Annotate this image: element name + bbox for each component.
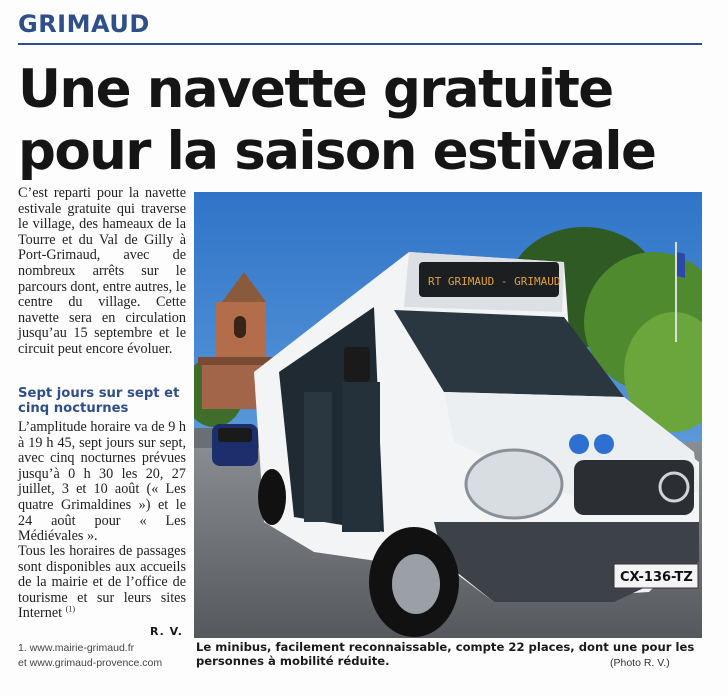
footnote-marker: (1): [65, 604, 75, 614]
headline-line-2: pour la saison estivale: [18, 121, 656, 182]
footnote-line-2: et www.grimaud-provence.com: [18, 657, 163, 669]
photo-credit: (Photo R. V.): [610, 657, 670, 669]
photo-illustration: [194, 192, 702, 638]
subheading: Sept jours sur sept et cinq nocturnes: [18, 386, 180, 417]
license-plate: CX-136-TZ: [620, 570, 693, 585]
author-signature: R. V.: [150, 625, 183, 638]
info-text: Tous les horaires de passages sont disponibles aux accueils de la mairie et de l’office de tourisme et sur leurs sites Internet: [18, 543, 186, 622]
footnote-line-1: 1. www.mairie-grimaud.fr: [18, 642, 135, 654]
info-paragraph: [18, 544, 186, 622]
destination-display: RT GRIMAUD - GRIMAUD: [428, 275, 561, 288]
headline-line-1: Une navette gratuite: [18, 59, 613, 120]
minibus-photo: [194, 192, 702, 638]
parked-car: [212, 424, 258, 466]
intro-paragraph: C’est reparti pour la navette estivale gratuite qui traverse le village, des hameaux de la Tourre et du Val de Gilly à Port-Grimaud, avec de nombreux arrêts sur le parcours dont, entre autres, le centre du village. Cette navette sera en circulation jusqu’au 15 septembre et le circuit peut encore évoluer.: [18, 185, 186, 357]
section-label: GRIMAUD: [18, 10, 150, 38]
section-rule: [18, 43, 702, 45]
photo-caption: Le minibus, facilement reconnaissable, compte 22 places, dont une pour les personnes à mobilité réduite.: [196, 640, 695, 668]
schedule-paragraph: L’amplitude horaire va de 9 h à 19 h 45, sept jours sur sept, avec cinq nocturnes prévues jusqu’à 0 h 30 les 20, 27 juillet, 3 et 10 août (« Les quatre Grimaldines ») et le 24 août pour « Les Médiévales ».: [18, 419, 186, 545]
